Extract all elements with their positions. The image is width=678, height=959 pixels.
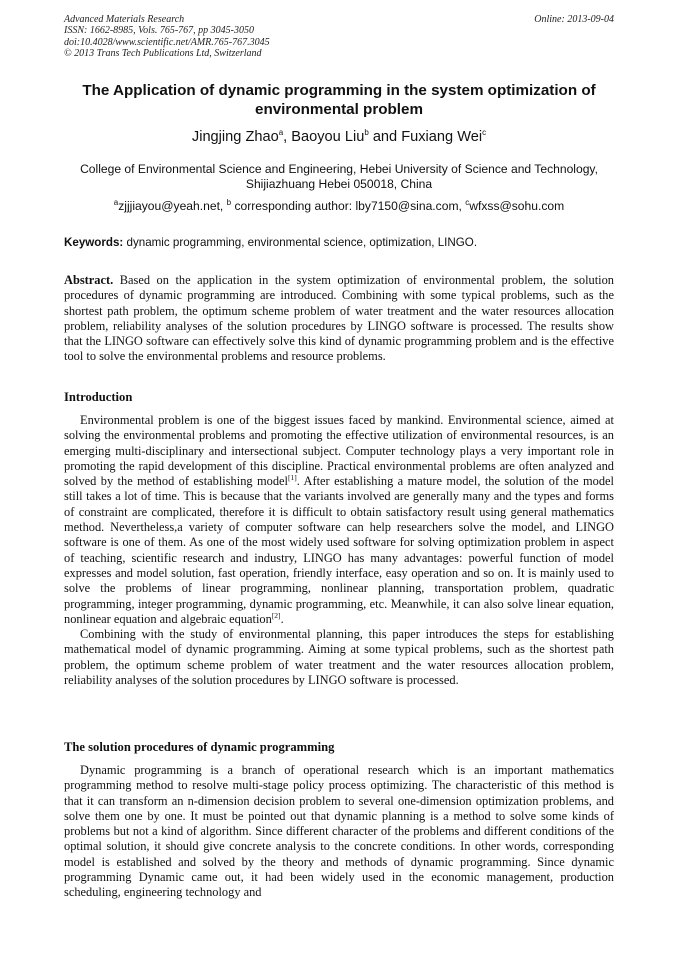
author-name: Baoyou Liu [291,129,365,145]
introduction-paragraph: Combining with the study of environmental planning, this paper introduces the steps for establishing mathematical model of dynamic programming. Aiming at some typical problems, such as the shortest path problem, the optimum scheme problem of water treatment and the water resources allocation problem, reliability analyses of the solution procedures by LINGO software is processed. [64,627,614,688]
author-separator: , [283,129,292,145]
issn-line: ISSN: 1662-8985, Vols. 765-767, pp 3045-3050 [64,25,254,37]
email-superscript: c [465,197,470,207]
online-date: Online: 2013-09-04 [534,14,614,25]
citation: [2] [271,610,281,620]
journal-name: Advanced Materials Research [64,14,185,25]
paragraph-text: Environmental problem is one of the biggest issues faced by mankind. Environmental science, aimed at solving the environmental problems and promoting the effective utilization of environmental resources, is an emerging multi-disciplinary and intersectional subject. Computer technology plays a very important role in promoting the rapid development of this discipline. Practical environmental problems are often analyzed and solved by the method of establishing model [64,413,614,489]
paragraph-text: . After establishing a mature model, the solution of the model still takes a lot of time. This is because that the variants involved are generally many and the types and forms of constraint are complicated, therefore it is difficult to obtain satisfactory result using general mathematics method. Nevertheless,a variety of computer software can help researchers solve the model, and LINGO software is one of them. As one of the most widely used software for solving optimization problem in aspect of teaching, scientific research and industry, LINGO has many advantages: powerful function of model expresses and model solution, fast operation, friendly interface, easy operation and so on. It is mainly used to solve the problems of linear programming, nonlinear planning, transportation problem, quadratic programming, integer programming, dynamic programming, etc. Meanwhile, it can also solve linear equation, nonlinear equation and algebraic equation [64,474,614,626]
abstract [64,273,614,365]
email-superscript: a [113,197,119,207]
journal-header [64,14,484,60]
citation: [1] [287,473,297,483]
abstract-text: Based on the application in the system optimization of environmental problem, the solution procedures of dynamic programming are introduced. Combining with some typical problems, such as the shortest path problem, the optimum scheme problem of water treatment and the water resources allocation problem, reliability analyses of the solution procedures by LINGO software is processed. The results show that the LINGO software can effectively solve this kind of dynamic programming problem and is the effective tool to solve the environmental problems and resource problems. [64,273,614,364]
email-superscript: b [226,197,232,207]
author-superscript: a [278,128,284,138]
keywords [64,236,614,250]
author-list [60,128,618,146]
email-line [62,199,616,214]
affiliation: College of Environmental Science and Engineering, Hebei University of Science and Technology, Shijiazhuang Hebei 050018, China [80,162,598,191]
solution-heading: The solution procedures of dynamic programming [64,740,335,754]
copyright-line: © 2013 Trans Tech Publications Ltd, Switzerland [64,48,262,60]
introduction-heading: Introduction [64,390,133,404]
doi-line: doi:10.4028/www.scientific.net/AMR.765-767.3045 [64,36,270,48]
keywords-label: Keywords: [64,236,124,249]
introduction-paragraph [64,413,614,627]
email-text: wfxss@sohu.com [469,199,565,213]
paper-title: The Application of dynamic programming in the system optimization of environmental problem [82,82,596,118]
introduction-body [64,413,614,688]
author-superscript: b [364,128,369,138]
abstract-label: Abstract. [64,273,114,287]
author-superscript: c [482,128,487,138]
paragraph-text: . [280,611,284,626]
author-separator: and [368,129,402,145]
solution-body [64,763,614,901]
keywords-text: dynamic programming, environmental science, optimization, LINGO. [123,236,478,249]
author-name: Fuxiang Wei [401,129,483,145]
author-name: Jingjing Zhao [191,129,279,145]
solution-paragraph: Dynamic programming is a branch of operational research which is an important mathematics programming method to resolve multi-stage policy process optimizing. The characteristic of this method is that it can transform an n-dimension decision problem to several one-dimension optimization problems, and solve them one by one. It must be pointed out that dynamic planning is a method to solve some kinds of problems but not a kind of algorithm. Since different character of the problems and different conditions of the optimal solution, it should give concrete analysis to the concrete conditions. In other words, corresponding model is established and solved by the theory and methods of dynamic programming. Since dynamic programming Dynamic came out, it had been widely used in the economic management, production scheduling, engineering technology and [64,763,614,900]
email-text: zjjjiayou@yeah.net, [118,199,227,213]
email-text: corresponding author: lby7150@sina.com, [231,199,466,213]
